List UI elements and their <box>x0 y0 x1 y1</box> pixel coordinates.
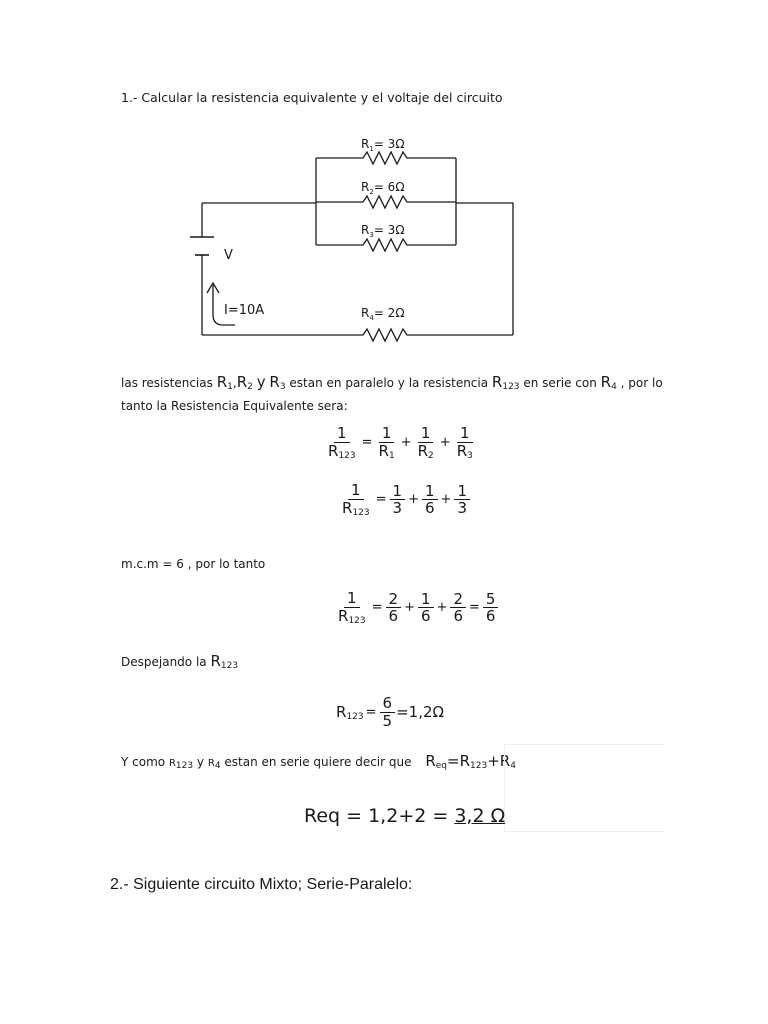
eq4-lhs: $R_{123}$ <box>336 702 364 722</box>
eq3-equals-1: = <box>371 600 383 616</box>
despejando-text: Despejando la <box>121 655 207 669</box>
final-result-value: 3,2 Ω <box>454 805 506 827</box>
eq4-fraction: $\frac{6}{5}$ <box>380 695 396 730</box>
series-text-1: Y como <box>121 755 166 769</box>
eq3-frac-3: $\frac{2}{6}$ <box>450 591 466 626</box>
eq3-plus-2: + <box>436 600 448 616</box>
image-frame <box>504 744 665 832</box>
equation-1 <box>324 425 477 461</box>
series-r123: R123 <box>168 758 194 771</box>
eq3-frac-result: $\frac{5}{6}$ <box>483 591 499 626</box>
eq3-frac-1: $\frac{2}{6}$ <box>386 591 402 626</box>
r2-label <box>361 180 405 196</box>
explanation-text-3: en serie con <box>523 376 597 390</box>
r3-label <box>361 223 405 239</box>
r3-wire <box>316 239 456 251</box>
problem-2-heading: 2.- Siguiente circuito Mixto; Serie-Paralelo: <box>110 876 413 893</box>
r2-label-symbol: R <box>361 180 370 194</box>
mcm-line: m.c.m = 6 , por lo tanto <box>121 557 266 571</box>
r4-symbol: $R_4$ <box>600 373 617 392</box>
r2-symbol: $R_2$ <box>236 373 253 392</box>
series-r4: R4 <box>207 758 221 771</box>
equation-2 <box>338 482 471 518</box>
r4-label-value: = 2Ω <box>373 306 405 320</box>
r1-wire <box>316 152 456 164</box>
eq1-frac-r1: $\frac{1}{R_1}$ <box>378 424 395 461</box>
r4-label <box>361 306 405 322</box>
eq2-equals: = <box>375 492 387 508</box>
eq3-plus-1: + <box>404 600 415 616</box>
r3-label-symbol: R <box>361 223 370 237</box>
eq1-frac-r3: $\frac{1}{R_3}$ <box>456 424 473 461</box>
explanation-paragraph <box>121 373 681 416</box>
eq4-equals: = <box>365 704 377 720</box>
eq1-plus-2: + <box>439 435 451 451</box>
eq1-frac-r2: $\frac{1}{R_2}$ <box>417 424 434 461</box>
eq2-plus-2: + <box>440 492 452 508</box>
eq2-frac-3: $\frac{1}{3}$ <box>454 483 470 518</box>
explanation-text-4: , por lo tanto la Resistencia Equivalente sera: <box>121 376 663 413</box>
explanation-text-2: estan en paralelo y la resistencia <box>289 376 489 390</box>
r1-symbol: $R_1$ <box>216 373 233 392</box>
r2-label-subscript: 2 <box>369 188 374 196</box>
r123-symbol: $R_{123}$ <box>491 373 520 392</box>
r1-label <box>361 137 405 153</box>
series-text-2: estan en serie quiere decir que <box>224 755 412 769</box>
r1-label-subscript: 1 <box>369 145 374 153</box>
eq2-plus-1: + <box>408 492 419 508</box>
eq1-lhs-fraction: $\frac{1}{R_{123}}$ <box>328 424 356 461</box>
series-req-formula: $R_{eq}=R_{123}+R_4$ <box>425 752 516 771</box>
eq2-frac-2: $\frac{1}{6}$ <box>422 483 438 518</box>
eq3-lhs-fraction: $\frac{1}{R_{123}}$ <box>338 589 366 626</box>
series-y: y <box>196 755 205 769</box>
eq3-frac-2: $\frac{1}{6}$ <box>418 591 434 626</box>
r4-label-symbol: R <box>361 306 370 320</box>
r3-label-value: = 3Ω <box>373 223 405 237</box>
final-result <box>304 805 505 827</box>
final-result-prefix: Req = 1,2+2 = <box>304 805 455 827</box>
r3-label-subscript: 3 <box>369 231 374 239</box>
eq1-equals: = <box>361 435 373 451</box>
problem-1-title: 1.- Calcular la resistencia equivalente y el voltaje del circuito <box>121 90 503 105</box>
despejando-line <box>121 652 238 671</box>
eq2-lhs-fraction: $\frac{1}{R_{123}}$ <box>342 481 370 518</box>
equation-4 <box>336 695 444 730</box>
r1-label-symbol: R <box>361 137 370 151</box>
explanation-text-1: las resistencias <box>121 376 213 390</box>
current-label: I=10A <box>224 303 265 318</box>
comma: , <box>232 376 237 390</box>
y-connector: y <box>256 373 266 391</box>
r1-label-value: = 3Ω <box>373 137 405 151</box>
eq4-result: =1,2Ω <box>396 703 444 722</box>
eq1-plus-1: + <box>400 435 412 451</box>
despejando-r123-symbol: $R_{123}$ <box>210 652 239 671</box>
r2-wire <box>316 196 456 208</box>
circuit-diagram <box>180 125 530 350</box>
series-line <box>121 752 516 771</box>
equation-3 <box>334 590 499 626</box>
main-loop-top-right-wire <box>456 203 513 335</box>
r4-label-subscript: 4 <box>369 314 374 322</box>
r4-wire <box>202 329 513 341</box>
eq2-frac-1: $\frac{1}{3}$ <box>390 483 406 518</box>
eq3-equals-2: = <box>468 600 480 616</box>
voltage-label: V <box>224 248 233 263</box>
r2-label-value: = 6Ω <box>373 180 405 194</box>
r3-symbol: $R_3$ <box>269 373 286 392</box>
